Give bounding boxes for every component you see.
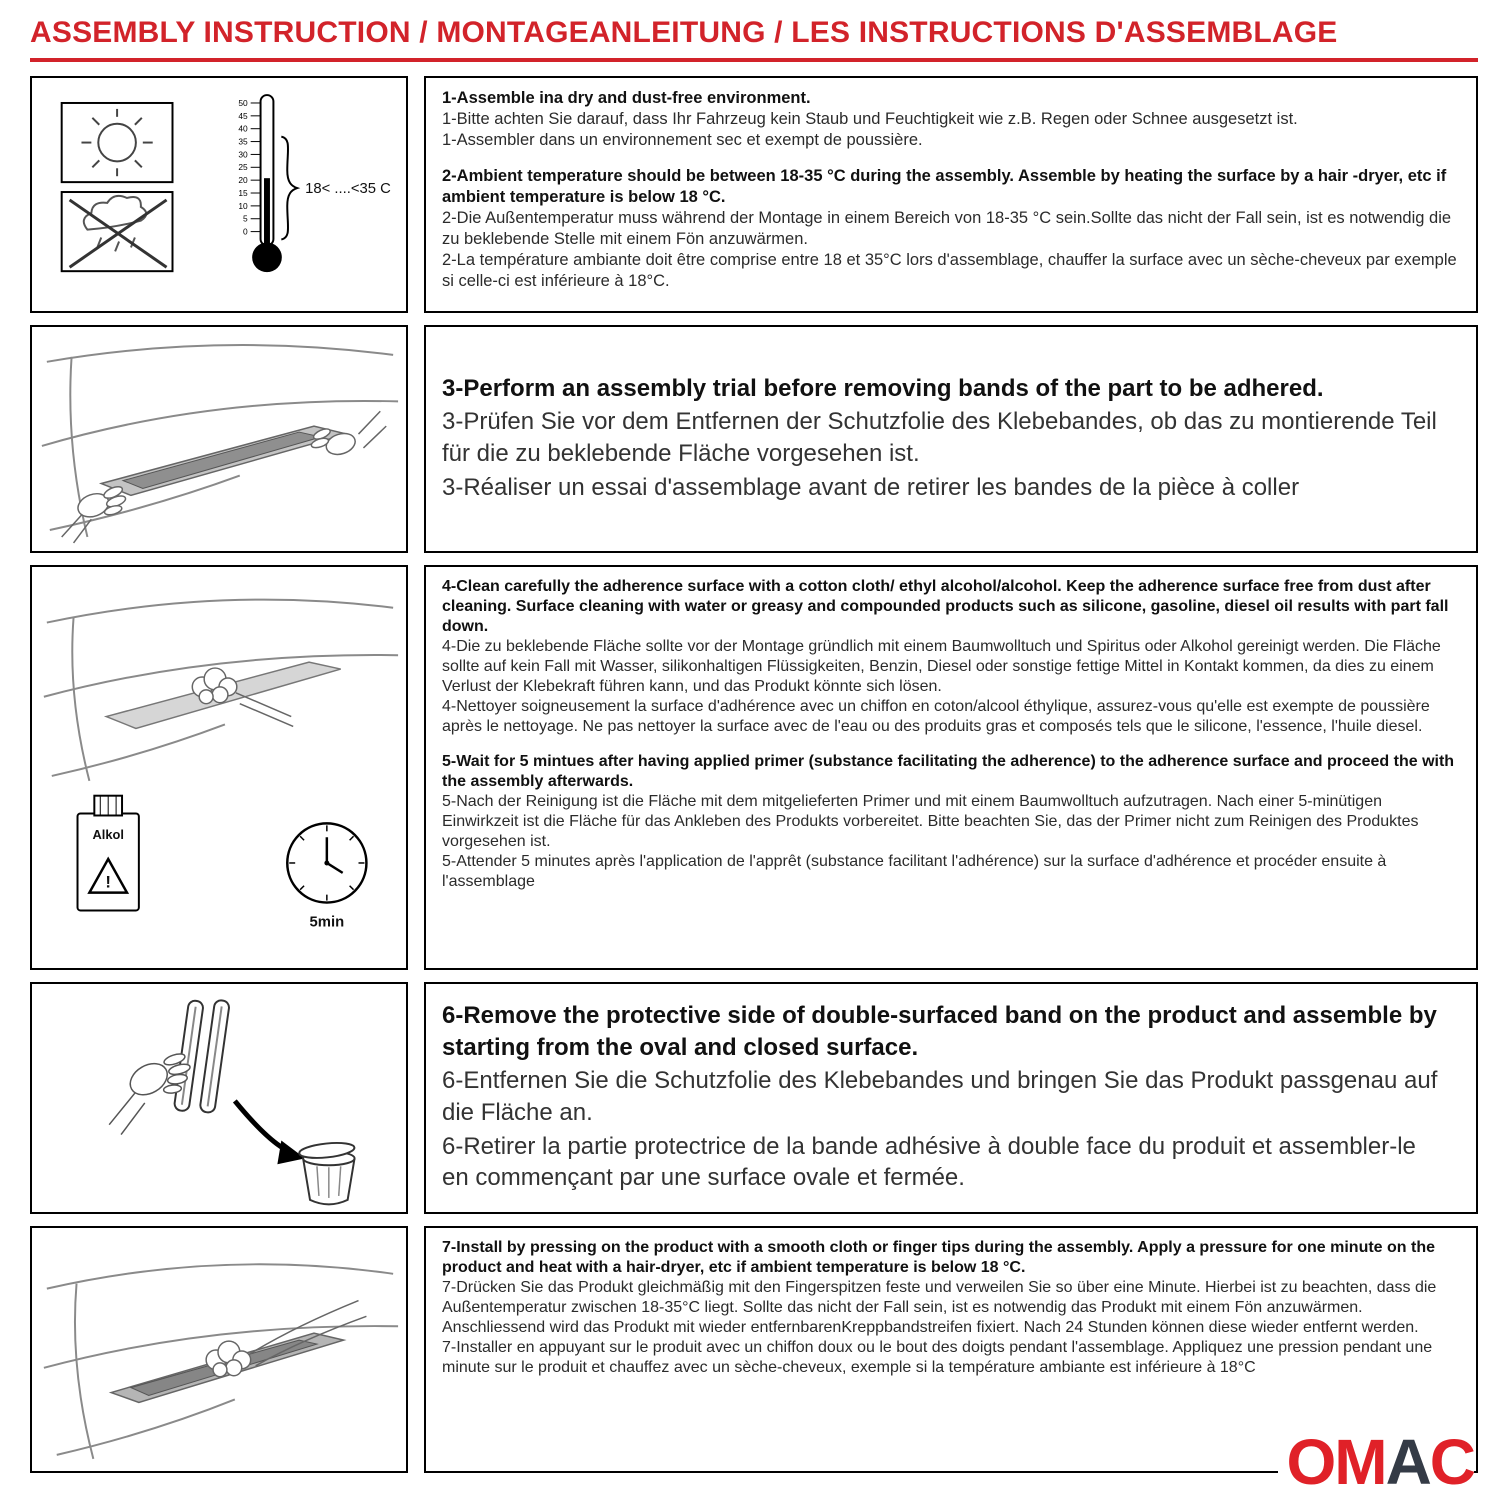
instruction-de: 5-Nach der Reinigung ist die Fläche mit dem mitgelieferten Primer und mit einem Baumwolltuch aufzutragen. Nach einer 5-minütigen Einwirkzeit ist die Fläche für das Ankleben des Produkts vorbereitet. Bitte beachten Sie, das der Primer nicht zum Reinigen des Produktes vorgesehen ist. (442, 793, 1419, 850)
logo-a: A (1385, 1426, 1430, 1498)
sun-icon (62, 103, 173, 182)
illustration-box-1 (30, 76, 408, 313)
instruction-de: 1-Bitte achten Sie darauf, dass Ihr Fahrzeug kein Staub und Feuchtigkeit wie z.B. Regen oder Schnee ausgesetzt ist. (442, 109, 1298, 128)
clock-icon (287, 823, 366, 930)
svg-text:20: 20 (238, 175, 248, 186)
pressing-hand (206, 1301, 366, 1377)
instruction-en: 1-Assemble ina dry and dust-free environment. (442, 89, 811, 107)
instruction-text-1 (424, 76, 1478, 313)
alcohol-bottle-icon (78, 796, 139, 911)
section-cleaning-primer (30, 565, 1478, 970)
instruction-rows (30, 76, 1478, 1473)
instruction-fr: 7-Installer en appuyant sur le produit avec un chiffon doux ou le bout des doigts pendant l'assemblage. Appliquez une pression pendant une minute sur le produit et chauffez avec un sèche-cheveux, exemple si la température ambiante est inférieure à 18°C (442, 1339, 1433, 1376)
logo-c: C (1429, 1426, 1474, 1498)
svg-text:30: 30 (238, 149, 248, 160)
tape-removal-illustration (32, 984, 406, 1212)
trash-can-icon (299, 1141, 356, 1205)
instruction-en: 7-Install by pressing on the product with a smooth cloth or finger tips during the assembly. Apply a pressure for one minute on the product and heat with a hair-dryer, etc if ambient temperature is below 18 °C. (442, 1239, 1435, 1276)
svg-text:25: 25 (238, 162, 248, 173)
instruction-fr: 1-Assembler dans un environnement sec et exempt de poussière. (442, 130, 923, 149)
svg-text:40: 40 (238, 123, 248, 134)
section-press-install (30, 1226, 1478, 1473)
svg-text:0: 0 (243, 226, 248, 237)
section-environment-temperature (30, 76, 1478, 313)
section-assembly-trial (30, 325, 1478, 553)
section-remove-band (30, 982, 1478, 1214)
title-underline (30, 58, 1478, 62)
logo-om: OM (1286, 1426, 1386, 1498)
svg-text:45: 45 (238, 110, 248, 121)
cleaning-illustration (32, 567, 406, 968)
svg-text:50: 50 (238, 97, 248, 108)
instruction-en: 3-Perform an assembly trial before removing bands of the part to be adhered. (442, 374, 1324, 402)
no-rain-icon (62, 192, 173, 271)
instruction-text-4 (424, 982, 1478, 1214)
instruction-en: 4-Clean carefully the adherence surface with a cotton cloth/ ethyl alcohol/alcohol. Keep the adherence surface free from dust after cleaning. Surface cleaning with water or greasy and compounded products such as silicone, gasoline, diesel oil results with part fall down. (442, 578, 1449, 635)
illustration-box-5 (30, 1226, 408, 1473)
left-hand (62, 484, 127, 543)
bottle-label: Alkol (92, 827, 124, 843)
temperature-illustration (32, 78, 406, 311)
illustration-box-2 (30, 325, 408, 553)
instruction-fr: 5-Attender 5 minutes après l'application de l'apprêt (substance facilitant l'adhérence) sur la surface d'adhérence et procéder ensuite à l'assemblage (442, 853, 1387, 890)
instruction-en: 6-Remove the protective side of double-surfaced band on the product and assemble by starting from the oval and closed surface. (442, 1001, 1437, 1061)
instruction-de: 6-Entfernen Sie die Schutzfolie des Klebebandes und bringen Sie das Produkt passgenau auf die Fläche an. (442, 1067, 1438, 1126)
right-hand (310, 411, 386, 458)
thermometer-icon (238, 95, 391, 272)
pressing-illustration (32, 1228, 406, 1471)
instruction-de: 4-Die zu beklebende Fläche sollte vor der Montage gründlich mit einem Baumwolltuch und Spiritus oder Alkohol gereinigt werden. Die Fläche sollte auf kein Fall mit Wasser, silikonhaltigen Flüssigkeiten, Benzin, Diesel oder sonstige fettige Mittel in Kontakt kommen, da dies zu einem Verlust der Klebekraft führen kann, und das Produkt könnte sich lösen. (442, 638, 1441, 695)
page-title: ASSEMBLY INSTRUCTION / MONTAGEANLEITUNG / LES INSTRUCTIONS D'ASSEMBLAGE (30, 16, 1338, 49)
instruction-fr: 3-Réaliser un essai d'assemblage avant de retirer les bandes de la pièce à coller (442, 473, 1300, 501)
instruction-en: 5-Wait for 5 mintues after having applied primer (substance facilitating the adherence) to the adherence surface and proceed the with the assembly afterwards. (442, 753, 1455, 790)
instruction-de: 2-Die Außentemperatur muss während der Montage in einem Bereich von 18-35 °C sein.Sollte das nicht der Fall sein, ist es notwendig die zu beklebende Stelle mit einem Fön anzuwärmen. (442, 208, 1452, 248)
svg-text:35: 35 (238, 136, 248, 147)
arrow-to-trash (235, 1101, 305, 1164)
instruction-en: 2-Ambient temperature should be between 18-35 °C during the assembly. Assemble by heating the surface by a hair -dryer, etc if ambient temperature is below 18 °C. (442, 166, 1447, 206)
temperature-range-label: 18< ....<35 C (305, 181, 391, 198)
svg-text:15: 15 (238, 187, 248, 198)
clock-label: 5min (309, 914, 345, 931)
illustration-box-4 (30, 982, 408, 1214)
instruction-fr: 6-Retirer la partie protectrice de la bande adhésive à double face du produit et assembler-le en commençant par une surface ovale et fermée. (442, 1132, 1416, 1192)
svg-text:5: 5 (243, 213, 248, 224)
trial-fit-illustration (32, 327, 406, 551)
instruction-text-3 (424, 565, 1478, 970)
instruction-text-2 (424, 325, 1478, 553)
svg-text:10: 10 (238, 200, 248, 211)
omac-logo (1278, 1426, 1474, 1498)
illustration-box-3 (30, 565, 408, 970)
range-brace (281, 137, 297, 240)
instruction-de: 3-Prüfen Sie vor dem Entfernen der Schutzfolie des Klebebandes, ob das zu montierende Teil für die zu beklebende Fläche vorgesehen ist. (442, 408, 1437, 467)
instruction-fr: 2-La température ambiante doit être comprise entre 18 et 35°C lors d'assemblage, chauffer la surface avec un sèche-cheveux par exemple si celle-ci est inférieure à 18°C. (442, 250, 1457, 290)
instruction-de: 7-Drücken Sie das Produkt gleichmäßig mit den Fingerspitzen feste und verweilen Sie so über eine Minute. Hierbei ist zu beachten, dass die Außentemperatur zwischen 18-35°C liegt. Sollte das nicht der Fall sein, ist es notwendig das Produkt mit einem Fön anzuwärmen. Anschliessend wird das Produkt mit wieder entfernbarenKreppbandstreifen fixiert. Nach 24 Stunden können diese wieder entfernt werden. (442, 1279, 1437, 1336)
svg-text:!: ! (105, 872, 111, 892)
instruction-fr: 4-Nettoyer soigneusement la surface d'adhérence avec un chiffon en coton/alcool éthylique, assurez-vous qu'elle est exempte de poussière après le nettoyage. Ne pas nettoyer la surface avec de l'eau ou des produits gras et composés tels que le silicone, l'essence, l'huile diesel. (442, 698, 1430, 735)
